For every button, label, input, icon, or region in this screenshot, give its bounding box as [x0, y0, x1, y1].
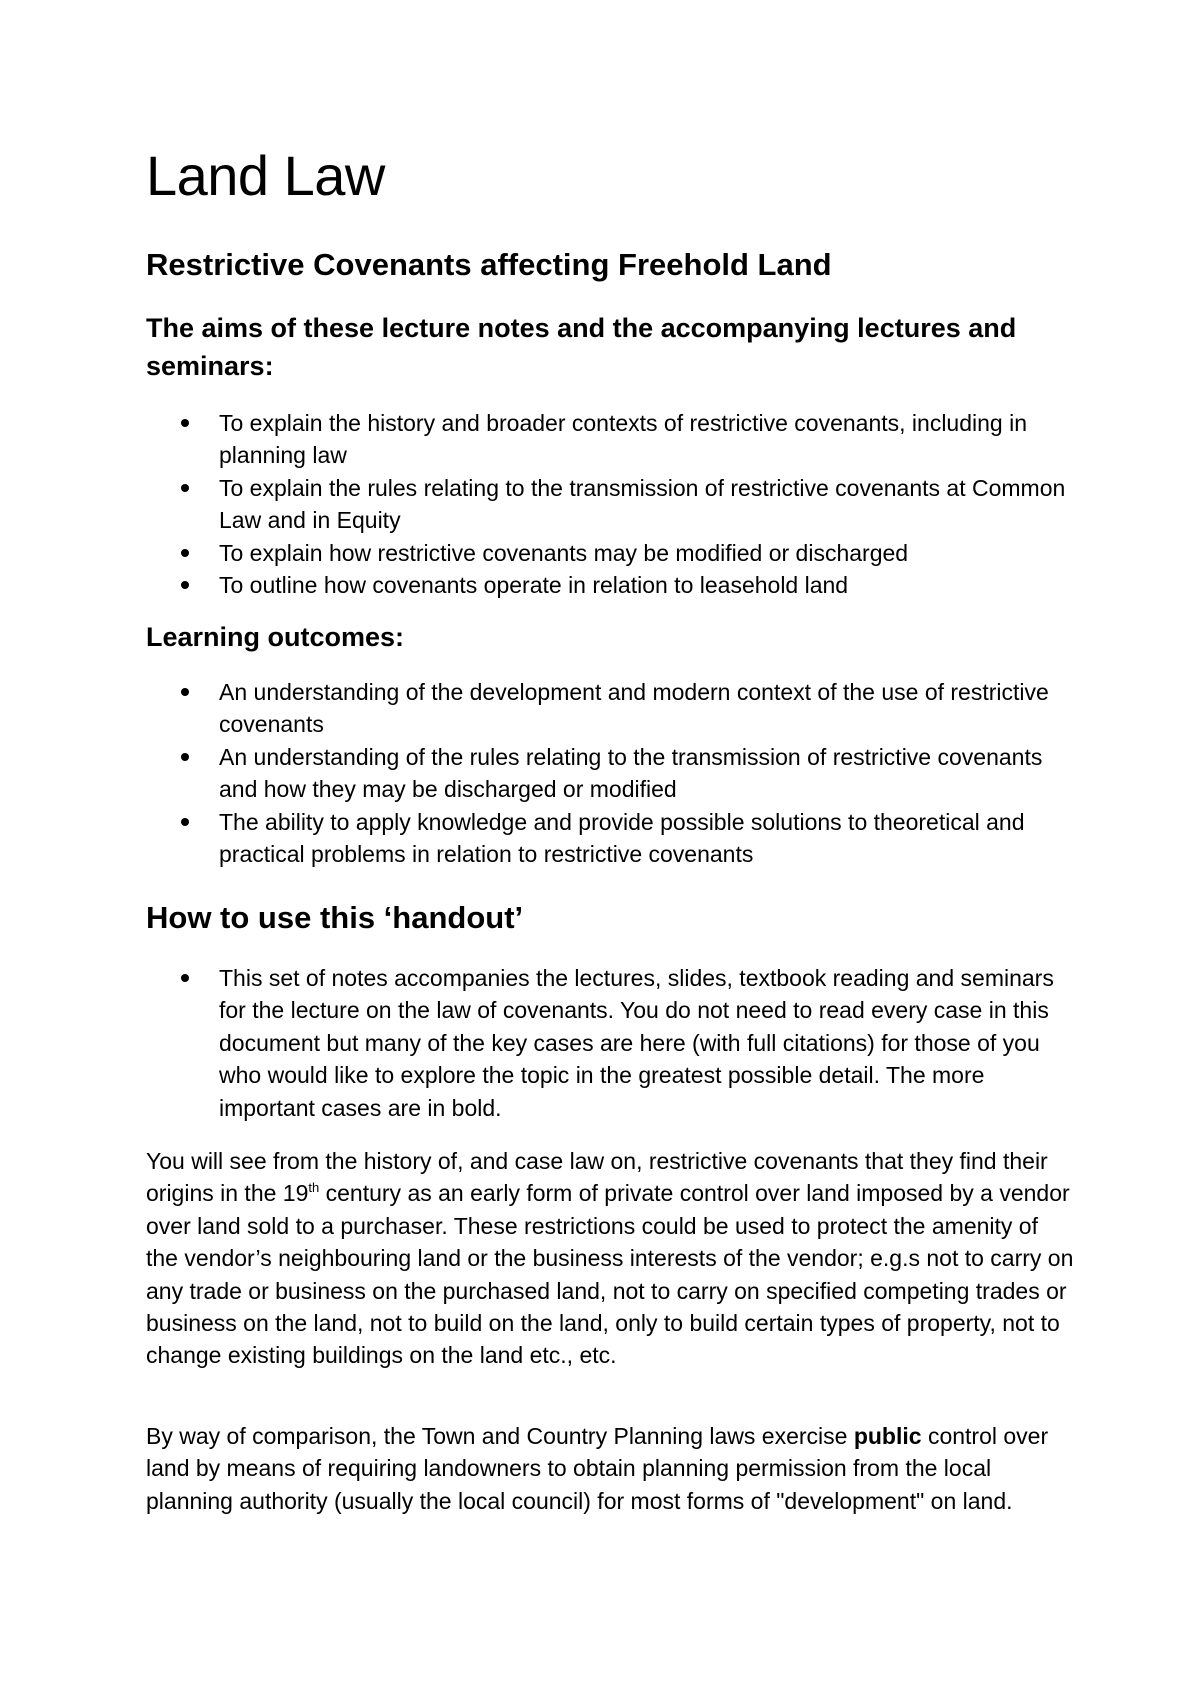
outcomes-section: [146, 618, 1076, 870]
handout-section: [146, 898, 1076, 1124]
paragraph-text-end: century as an early form of private control over land imposed by a vendor over land sold to a purchaser. These restrictions could be used to protect the amenity of the vendor’s neighbouring land or the business interests of the vendor; e.g.s not to carry on any trade or business on the purchased land, not to carry on specified competing trades or business on the land, not to build on the land, only to build certain types of property, not to change existing buildings on the land etc., etc.: [146, 1180, 1074, 1369]
list-item: [146, 537, 1076, 569]
list-item: [146, 806, 1076, 871]
aims-list: [146, 407, 1076, 601]
bullet-icon: [181, 549, 189, 557]
list-item-text: To explain the history and broader contexts of restrictive covenants, including in planning law: [219, 410, 1027, 469]
aims-heading: The aims of these lecture notes and the accompanying lectures and seminars:: [146, 313, 1017, 381]
list-item-text: The ability to apply knowledge and provide possible solutions to theoretical and practical problems in relation to restrictive covenants: [219, 808, 1025, 868]
paragraph-text-start: By way of comparison, the Town and Country Planning laws exercise: [146, 1423, 854, 1449]
list-item: [146, 741, 1076, 806]
handout-list: [146, 962, 1076, 1124]
emphasis-public: public: [853, 1423, 922, 1449]
ordinal-superscript: th: [308, 1180, 320, 1196]
list-item-text: An understanding of the rules relating to the transmission of restrictive covenants and how they may be discharged or modified: [219, 743, 1043, 803]
list-item: [146, 407, 1076, 472]
document-subtitle: Restrictive Covenants affecting Freehold Land: [146, 247, 832, 282]
list-item-text: This set of notes accompanies the lectures, slides, textbook reading and seminars for the lecture on the law of covenants. You do not need to read every case in this document but many of the key cases are here (with full citations) for those of you who would like to explore the topic in the greatest possible detail. The more important cases are in bold.: [219, 965, 1054, 1121]
bullet-icon: [181, 581, 189, 589]
body-paragraph: [146, 1145, 1076, 1372]
list-item-text: An understanding of the development and modern context of the use of restrictive covenants: [219, 679, 1049, 738]
bullet-icon: [181, 484, 189, 492]
bullet-icon: [181, 818, 189, 826]
paragraph-history: [146, 1145, 1076, 1372]
bullet-icon: [181, 974, 189, 982]
list-item: [146, 569, 1076, 601]
bullet-icon: [181, 419, 189, 427]
paragraph-text-start: You will see from the history of, and case law on, restrictive covenants that they find their origins in the 19: [146, 1148, 1048, 1207]
bullet-icon: [181, 753, 189, 761]
paragraph-comparison: [146, 1420, 1076, 1517]
outcomes-list: [146, 676, 1076, 870]
document-title: Land Law: [146, 144, 385, 207]
bullet-icon: [181, 688, 189, 696]
list-item-text: To explain how restrictive covenants may be modified or discharged: [219, 539, 909, 566]
body-paragraph: [146, 1420, 1076, 1517]
handout-heading: How to use this ‘handout’: [146, 900, 524, 935]
list-item-text: To explain the rules relating to the transmission of restrictive covenants at Common Law and in Equity: [219, 474, 1066, 534]
list-item: [146, 676, 1076, 741]
list-item: [146, 962, 1076, 1124]
outcomes-heading: Learning outcomes:: [146, 622, 405, 652]
aims-section: [146, 309, 1076, 601]
paragraph-text-end: control over land by means of requiring landowners to obtain planning permission from the local planning authority (usually the local council) for most forms of "development" on land.: [146, 1423, 1049, 1514]
list-item-text: To outline how covenants operate in relation to leasehold land: [219, 572, 849, 599]
list-item: [146, 472, 1076, 537]
